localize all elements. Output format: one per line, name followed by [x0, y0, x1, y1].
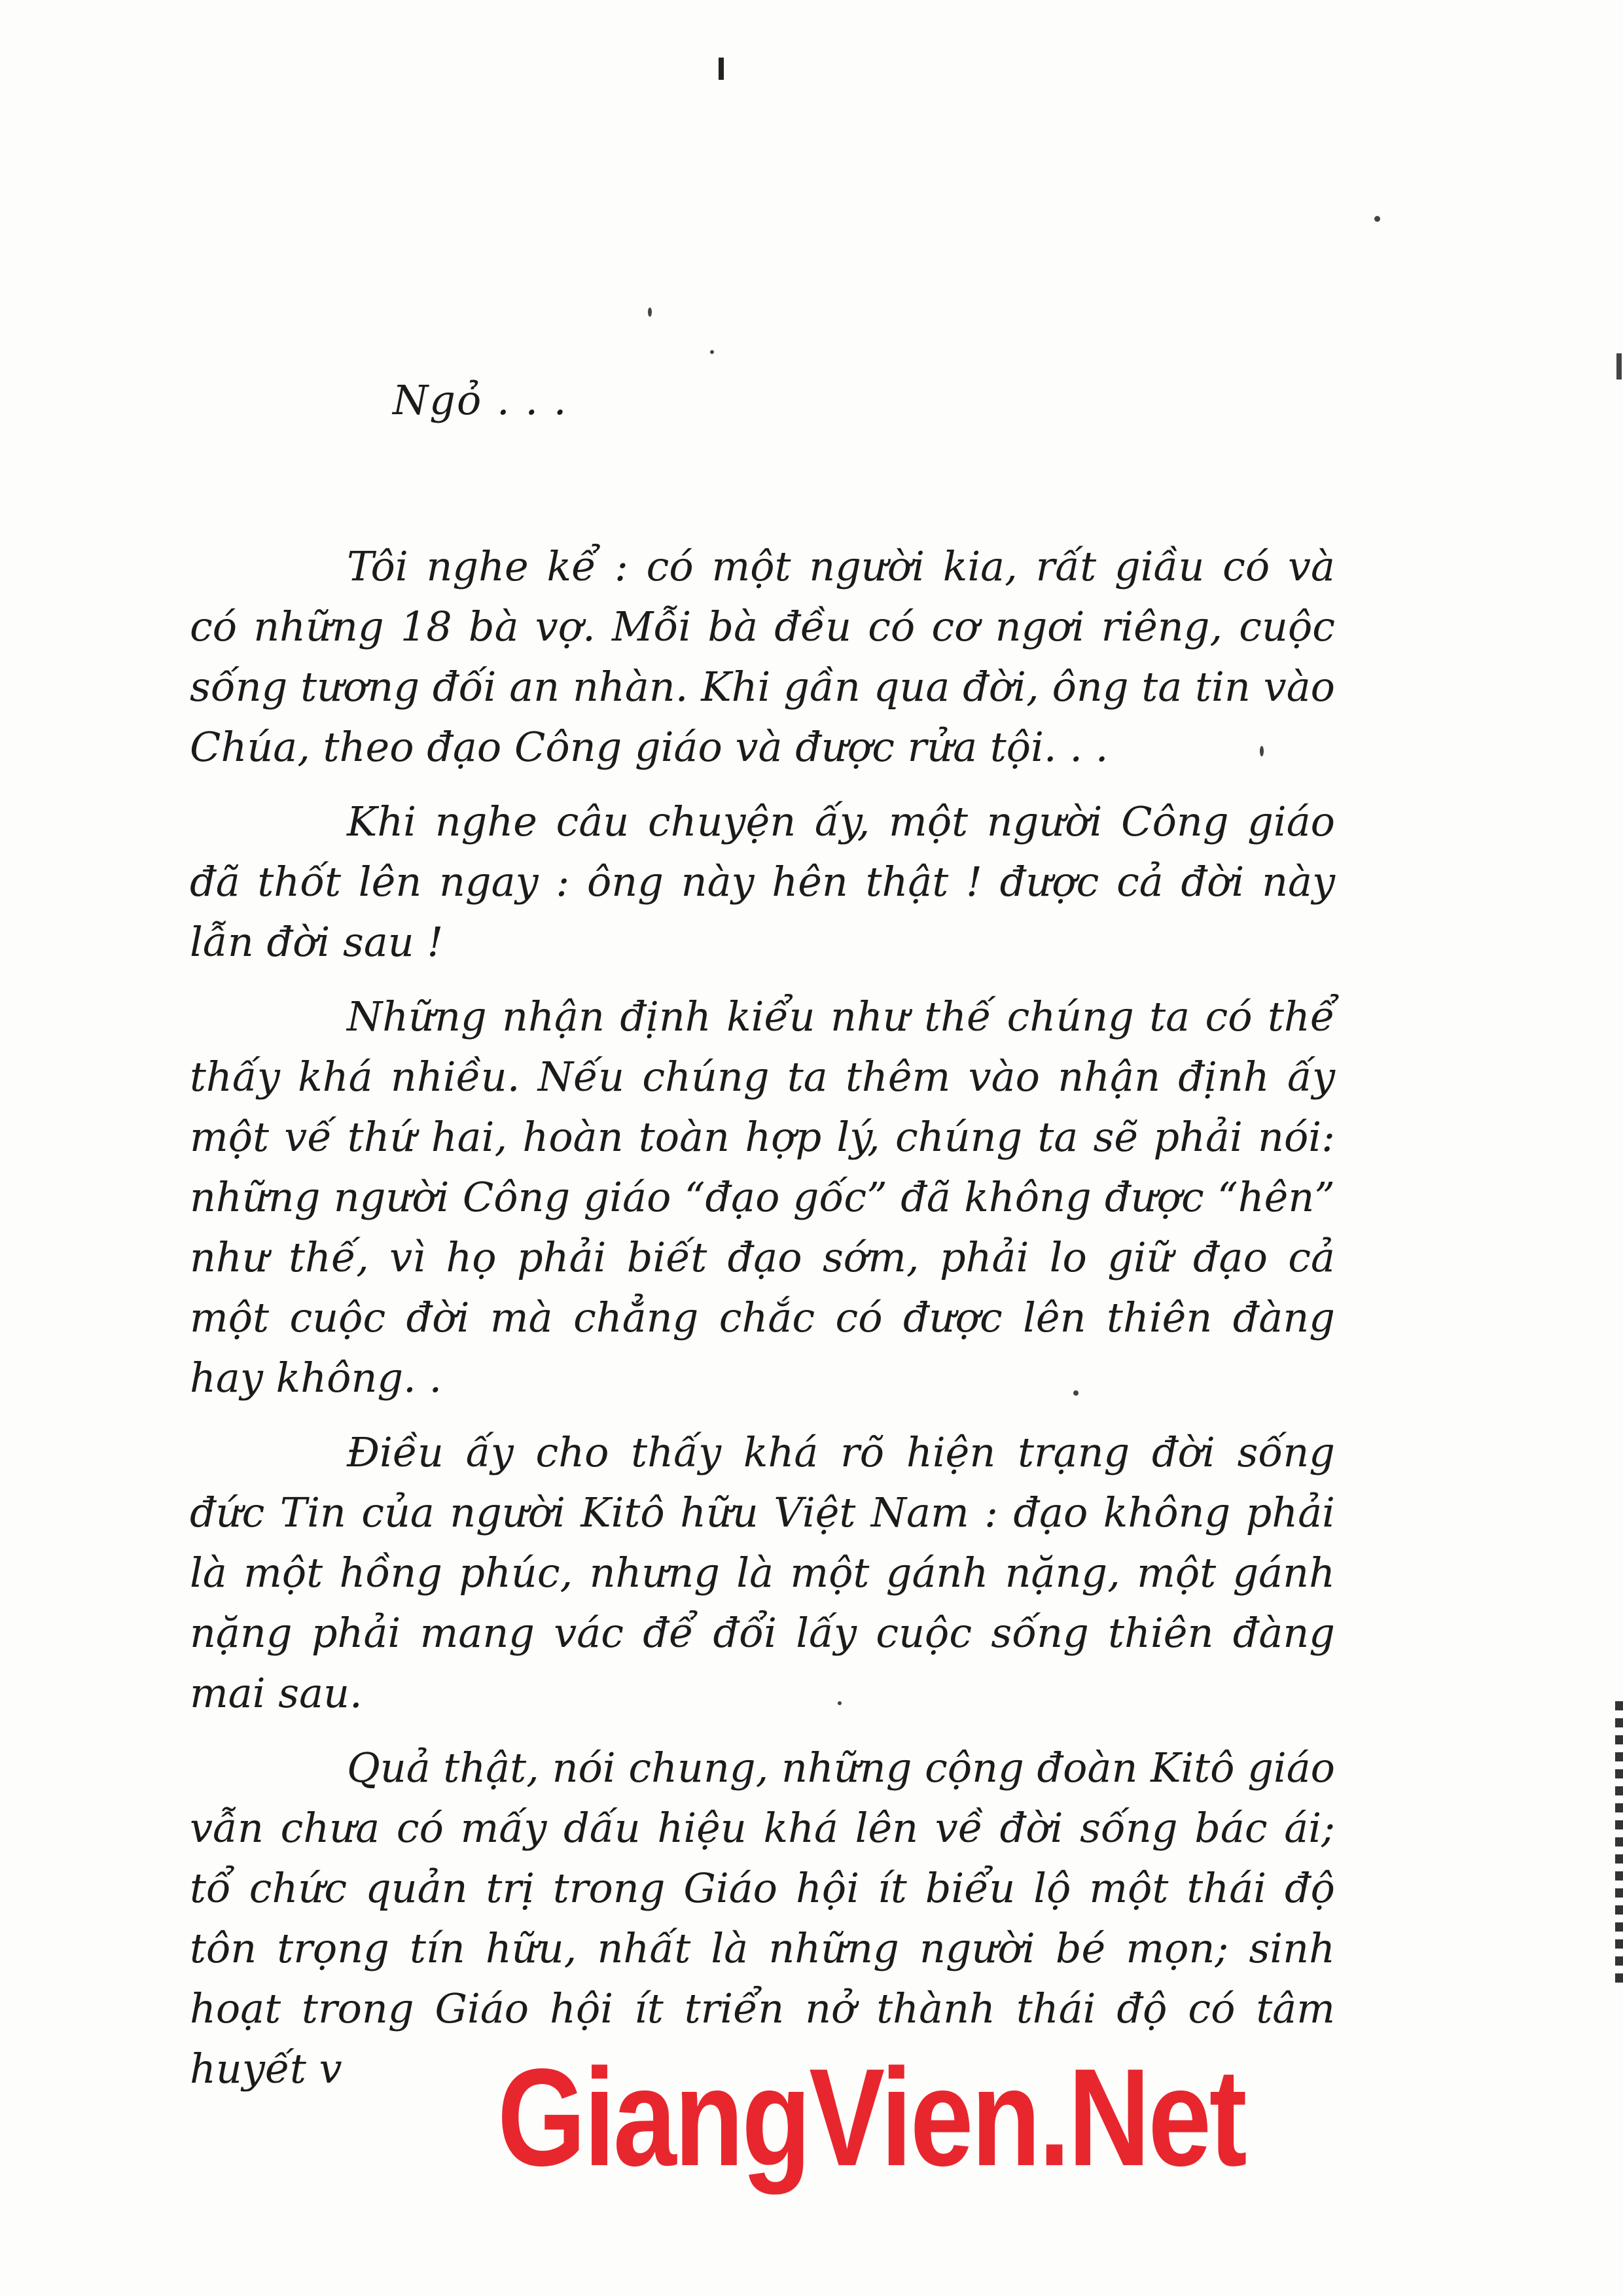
paragraph-2: Khi nghe câu chuyện ấy, một người Công giáo đã thốt lên ngay : ông này hên thật ! được cả đời này lẫn đời sau !	[190, 798, 1335, 966]
paragraph-5: Quả thật, nói chung, những cộng đoàn Kitô giáo vẫn chưa có mấy dấu hiệu khá lên về đời sống bác ái; tổ chức quản trị trong Giáo hội ít biểu lộ một thái độ tôn trọng tín hữu, nhất là những người bé mọn; sinh hoạt trong Giáo hội ít triển nở thành thái độ có tâm huyết v	[190, 1744, 1336, 2093]
scan-speck	[710, 350, 714, 354]
scan-speck	[1260, 746, 1264, 756]
scan-speck	[648, 308, 652, 317]
page-heading: Ngỏ . . .	[393, 376, 568, 424]
scan-edge-artifact	[1615, 1701, 1623, 1989]
scan-speck	[1374, 216, 1380, 222]
paragraph-1: Tôi nghe kể : có một người kia, rất giầu có và có những 18 bà vợ. Mỗi bà đều có cơ ngơi riêng, cuộc sống tương đối an nhàn. Khi gần qua đời, ông ta tin vào Chúa, theo đạo Công giáo và được rửa tội. . .	[190, 542, 1335, 771]
scan-speck	[1616, 353, 1622, 380]
scan-speck	[1073, 1390, 1079, 1396]
scan-speck	[838, 1701, 842, 1705]
watermark-logo: GiangVien.Net	[497, 2040, 1245, 2195]
paragraph-3: Những nhận định kiểu như thế chúng ta có thể thấy khá nhiều. Nếu chúng ta thêm vào nhận định ấy một vế thứ hai, hoàn toàn hợp lý, chúng ta sẽ phải nói: những người Công giáo “đạo gốc” đã không được “hên” như thế, vì họ phải biết đạo sớm, phải lo giữ đạo cả một cuộc đời mà chẳng chắc có được lên thiên đàng hay không. .	[190, 993, 1335, 1402]
paragraph-4: Điều ấy cho thấy khá rõ hiện trạng đời sống đức Tin của người Kitô hữu Việt Nam : đạo không phải là một hồng phúc, nhưng là một gánh nặng, một gánh nặng phải mang vác để đổi lấy cuộc sống thiên đàng mai sau.	[190, 1428, 1335, 1717]
body-text	[190, 537, 1335, 2113]
page-mark	[719, 58, 724, 80]
